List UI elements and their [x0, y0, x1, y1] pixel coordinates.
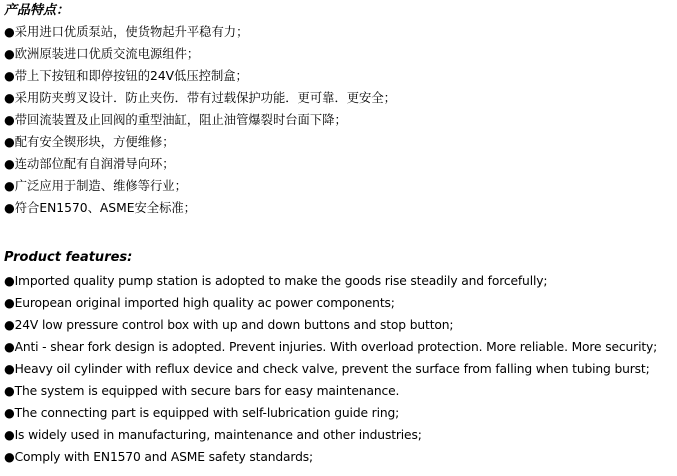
english-feature-item: ●The connecting part is equipped with self-lubrication guide ring; — [4, 406, 400, 420]
english-feature-item: ●24V low pressure control box with up and down buttons and stop button; — [4, 318, 454, 332]
english-feature-item: ●Is widely used in manufacturing, maintenance and other industries; — [4, 428, 422, 442]
chinese-feature-item: ●采用进口优质泵站，使货物起升平稳有力； — [4, 25, 249, 39]
chinese-features-heading: 产品特点： — [4, 3, 70, 18]
english-feature-item: ●The system is equipped with secure bars for easy maintenance. — [4, 384, 400, 398]
english-features-list — [4, 270, 677, 468]
english-features-heading: Product features: — [4, 250, 133, 265]
english-features-section — [4, 249, 677, 468]
english-feature-item: ●Comply with EN1570 and ASME safety standards; — [4, 450, 313, 464]
english-feature-item: ●Anti - shear fork design is adopted. Prevent injuries. With overload protection. More reliable. More security; — [4, 340, 658, 354]
chinese-feature-item: ●连动部位配有自润滑导向环； — [4, 157, 175, 171]
chinese-feature-item: ●带上下按钮和即停按钮的24V低压控制盒； — [4, 69, 248, 83]
chinese-feature-item: ●欧洲原装进口优质交流电源组件； — [4, 47, 200, 61]
english-feature-item: ●Imported quality pump station is adopted to make the goods rise steadily and forcefully; — [4, 274, 548, 288]
chinese-feature-item: ●带回流装置及止回阀的重型油缸，阻止油管爆裂时台面下降； — [4, 113, 347, 127]
chinese-feature-item: ●配有安全锲形块，方便维修； — [4, 135, 175, 149]
english-feature-item: ●Heavy oil cylinder with reflux device and check valve, prevent the surface from falling when tubing burst; — [4, 362, 650, 376]
chinese-features-list — [4, 21, 674, 219]
chinese-features-section — [4, 2, 674, 219]
english-feature-item: ●European original imported high quality ac power components; — [4, 296, 395, 310]
chinese-feature-item: ●采用防夹剪叉设计．防止夹伤．带有过载保护功能．更可靠．更安全； — [4, 91, 396, 105]
chinese-feature-item: ●符合EN1570、ASME安全标准； — [4, 201, 196, 215]
chinese-feature-item: ●广泛应用于制造、维修等行业； — [4, 179, 187, 193]
